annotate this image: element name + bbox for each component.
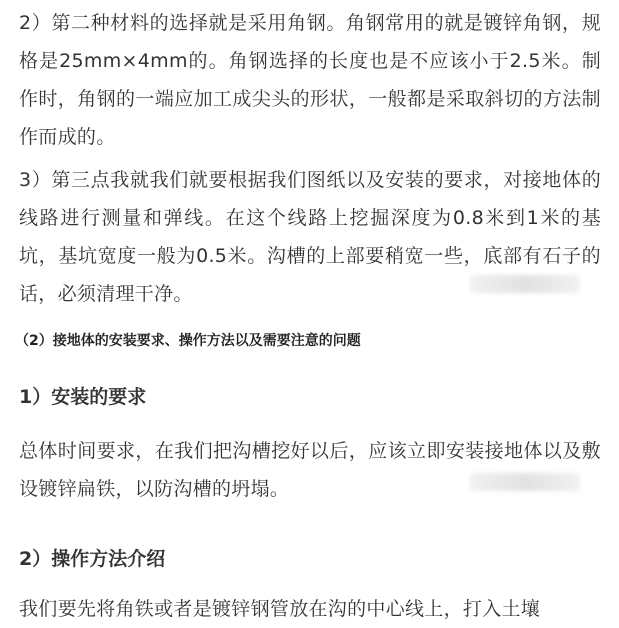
paragraph-angle-steel: 2）第二种材料的选择就是采用角钢。角钢常用的就是镀锌角钢，规格是25mm×4mm的。角钢选择的长度也是不应该小于2.5米。制作时，角钢的一端应加工成尖头的形状，一般都是采取斜切的方法制作而成的。 bbox=[19, 12, 601, 148]
blurred-watermark bbox=[470, 473, 580, 491]
paragraph-trench-measurement: 3）第三点我就我们就要根据我们图纸以及安装的要求，对接地体的线路进行测量和弹线。在这个线路上挖掘深度为0.8米到1米的基坑，基坑宽度一般为0.5米。沟槽的上部要稍宽一些，底部有石子的话，必须清理干净。 bbox=[19, 169, 601, 305]
blurred-watermark bbox=[470, 275, 580, 293]
paragraph-installation-timing: 总体时间要求，在我们把沟槽挖好以后，应该立即安装接地体以及敷设镀锌扁铁，以防沟槽的坍塌。 bbox=[19, 440, 601, 500]
heading-operation-method: 2）操作方法介绍 bbox=[19, 548, 166, 570]
paragraph-operation-steps: 我们要先将角铁或者是镀锌钢管放在沟的中心线上，打入土壤 bbox=[19, 598, 541, 620]
section-title: （2）接地体的安装要求、操作方法以及需要注意的问题 bbox=[15, 333, 361, 349]
heading-installation-requirements: 1）安装的要求 bbox=[19, 386, 147, 408]
